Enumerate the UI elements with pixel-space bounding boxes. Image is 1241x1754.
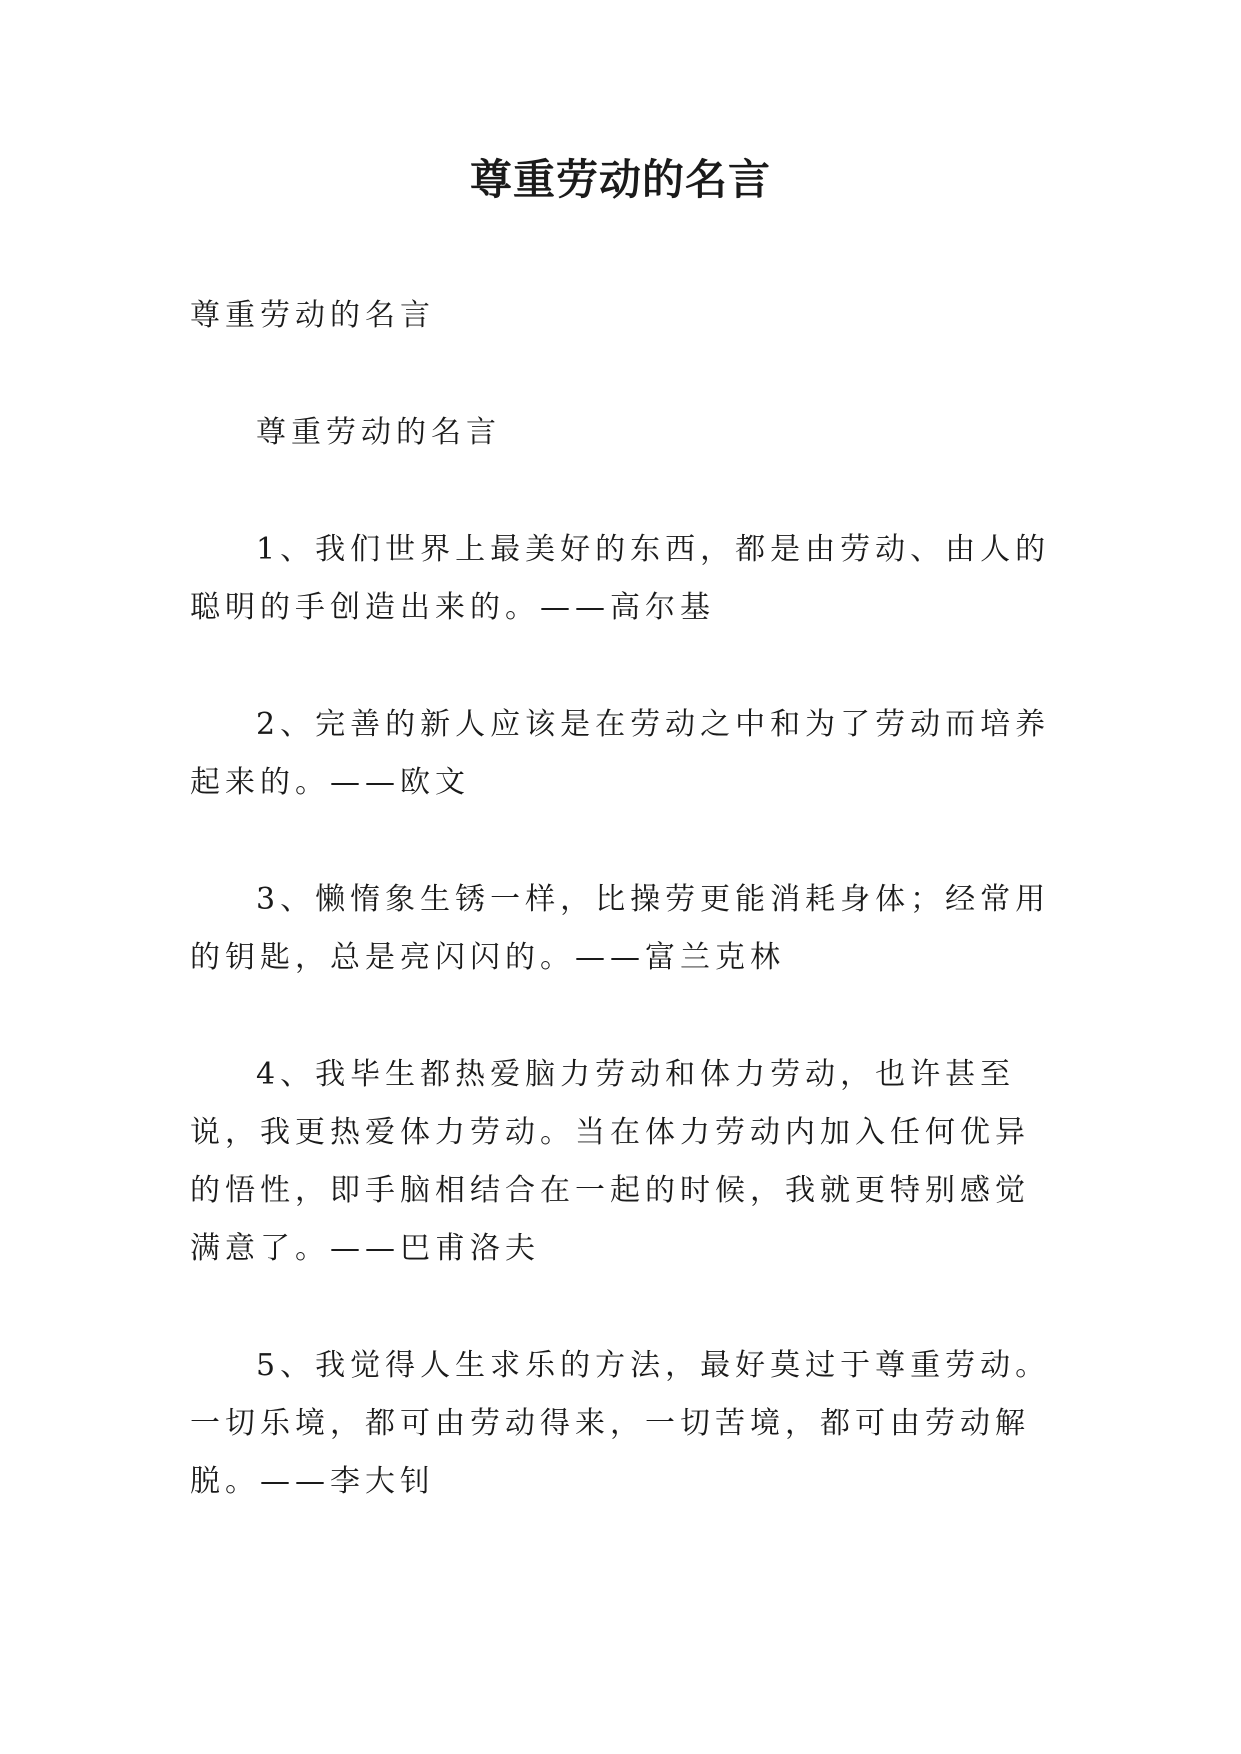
quote-paragraph-4: 4、我毕生都热爱脑力劳动和体力劳动，也许甚至说，我更热爱体力劳动。当在体力劳动内加入任何优异的悟性，即手脑相结合在一起的时候，我就更特别感觉满意了。——巴甫洛夫 bbox=[190, 1057, 1030, 1266]
quote-paragraph-1: 1、我们世界上最美好的东西，都是由劳动、由人的聪明的手创造出来的。——高尔基 bbox=[190, 532, 1051, 625]
section-heading: 尊重劳动的名言 bbox=[256, 415, 501, 450]
document-subtitle: 尊重劳动的名言 bbox=[190, 298, 435, 333]
quote-paragraph-3: 3、懒惰象生锈一样，比操劳更能消耗身体；经常用的钥匙，总是亮闪闪的。——富兰克林 bbox=[190, 882, 1051, 975]
quote-paragraph-5: 5、我觉得人生求乐的方法，最好莫过于尊重劳动。一切乐境，都可由劳动得来，一切苦境，都可由劳动解脱。——李大钊 bbox=[190, 1348, 1051, 1499]
quote-paragraph-2: 2、完善的新人应该是在劳动之中和为了劳动而培养起来的。——欧文 bbox=[190, 707, 1051, 800]
document-title: 尊重劳动的名言 bbox=[469, 155, 771, 204]
